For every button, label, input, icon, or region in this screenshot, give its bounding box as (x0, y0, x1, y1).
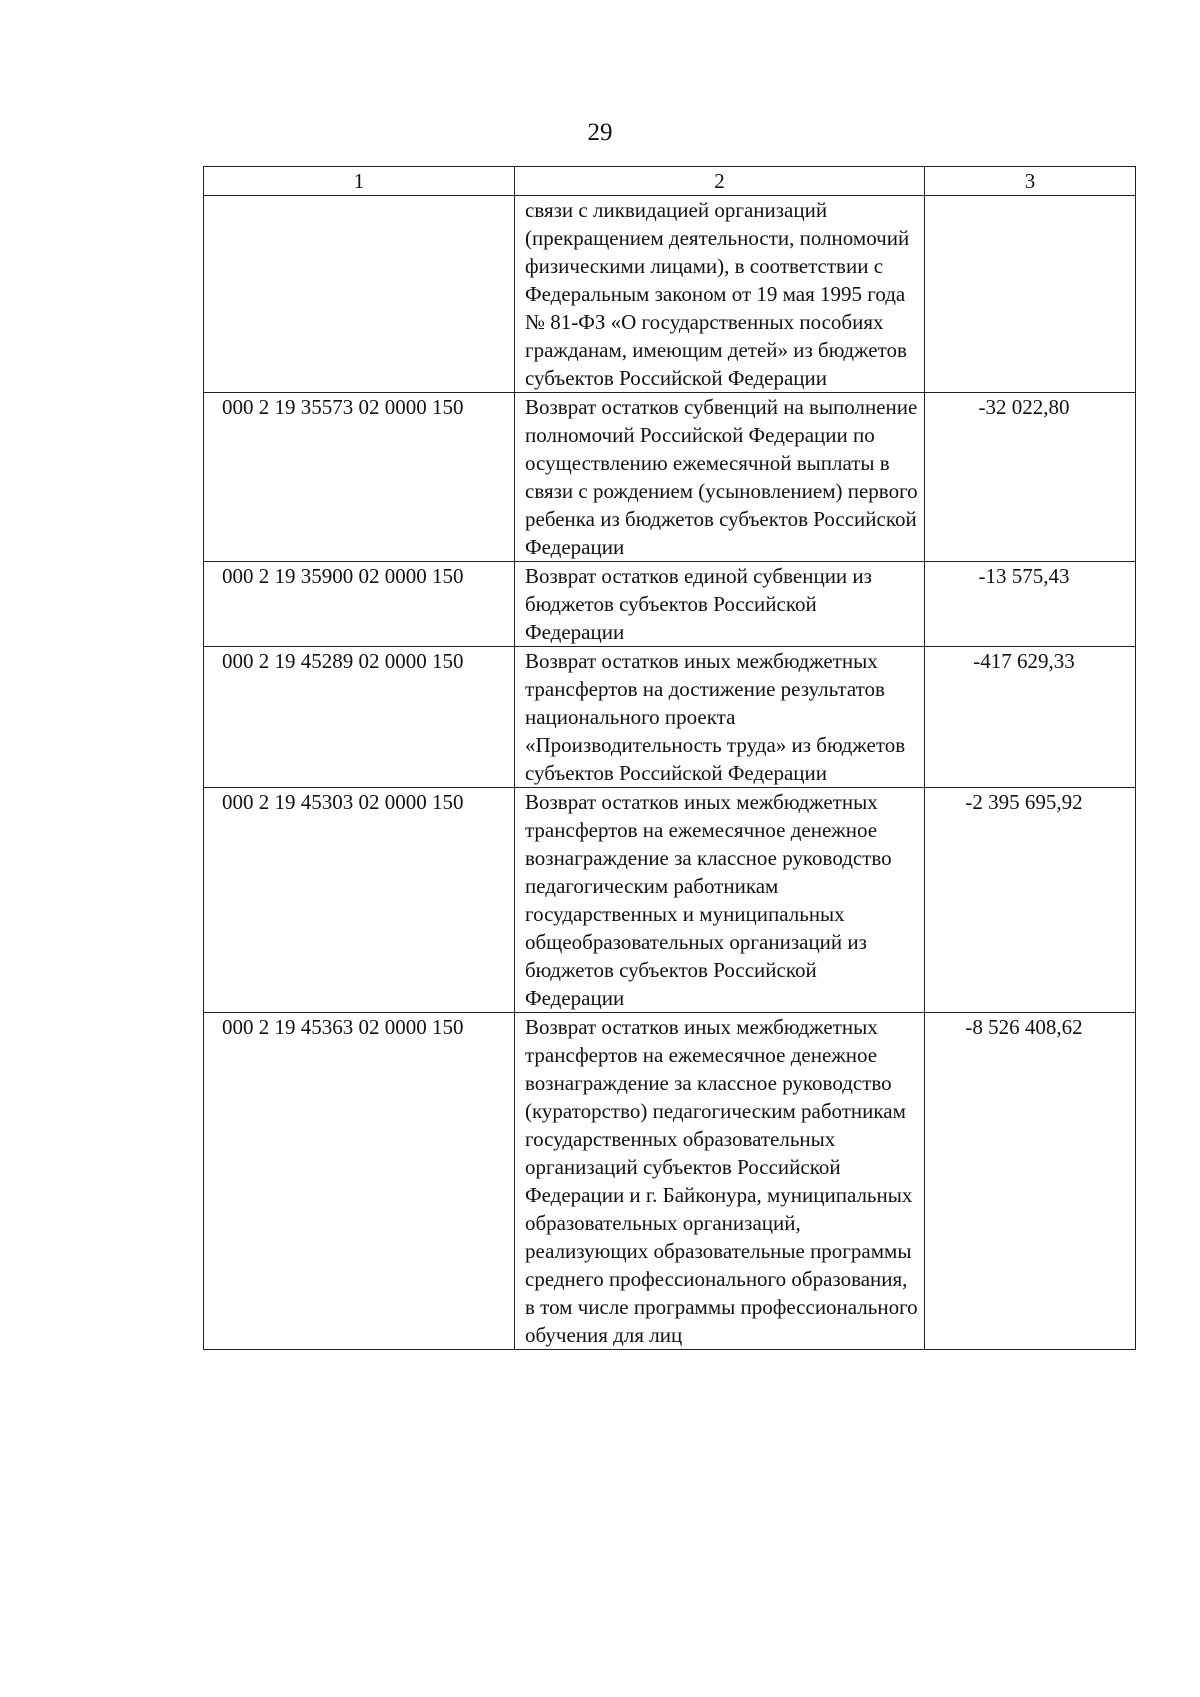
description-cell: Возврат остатков иных межбюджетных трансфертов на ежемесячное денежное вознаграждение за классное руководство (кураторство) педагогическим работникам государственных образовательных организаций субъектов Российской Федерации и г. Байконура, муниципальных образовательных организаций, реализующих образовательные программы среднего профессионального образования, в том числе программы профессионального обучения для лиц (515, 1013, 925, 1350)
budget-code-cell: 000 2 19 45289 02 0000 150 (204, 647, 515, 788)
description-cell: связи с ликвидацией организаций (прекращением деятельности, полномочий физическими лицами), в соответствии с Федеральным законом от 19 мая 1995 года № 81-ФЗ «О государственных пособиях гражданам, имеющим детей» из бюджетов субъектов Российской Федерации (515, 196, 925, 393)
table-row (204, 393, 1136, 562)
description-cell: Возврат остатков единой субвенции из бюджетов субъектов Российской Федерации (515, 562, 925, 647)
column-header-2: 2 (515, 167, 925, 196)
description-cell: Возврат остатков иных межбюджетных трансфертов на ежемесячное денежное вознаграждение за классное руководство педагогическим работникам государственных и муниципальных общеобразовательных организаций из бюджетов субъектов Российской Федерации (515, 788, 925, 1013)
table-row (204, 196, 1136, 393)
table-body (204, 196, 1136, 1350)
budget-code-cell: 000 2 19 35573 02 0000 150 (204, 393, 515, 562)
budget-code-cell: 000 2 19 45363 02 0000 150 (204, 1013, 515, 1350)
table-row (204, 788, 1136, 1013)
amount-cell: -13 575,43 (925, 562, 1136, 647)
description-cell: Возврат остатков иных межбюджетных трансфертов на достижение результатов национального проекта «Производительность труда» из бюджетов субъектов Российской Федерации (515, 647, 925, 788)
page-number: 29 (587, 119, 613, 146)
description-cell: Возврат остатков субвенций на выполнение полномочий Российской Федерации по осуществлению ежемесячной выплаты в связи с рождением (усыновлением) первого ребенка из бюджетов субъектов Российской Федерации (515, 393, 925, 562)
amount-cell: -2 395 695,92 (925, 788, 1136, 1013)
budget-table (203, 166, 1136, 1350)
table-row (204, 562, 1136, 647)
budget-code-cell: 000 2 19 35900 02 0000 150 (204, 562, 515, 647)
table-row (204, 1013, 1136, 1350)
column-header-3: 3 (925, 167, 1136, 196)
table-header (204, 167, 1136, 196)
amount-cell: -32 022,80 (925, 393, 1136, 562)
amount-cell: -8 526 408,62 (925, 1013, 1136, 1350)
column-header-1: 1 (204, 167, 515, 196)
amount-cell: -417 629,33 (925, 647, 1136, 788)
header-row (204, 167, 1136, 196)
amount-cell (925, 196, 1136, 393)
table-row (204, 647, 1136, 788)
budget-code-cell: 000 2 19 45303 02 0000 150 (204, 788, 515, 1013)
budget-code-cell (204, 196, 515, 393)
